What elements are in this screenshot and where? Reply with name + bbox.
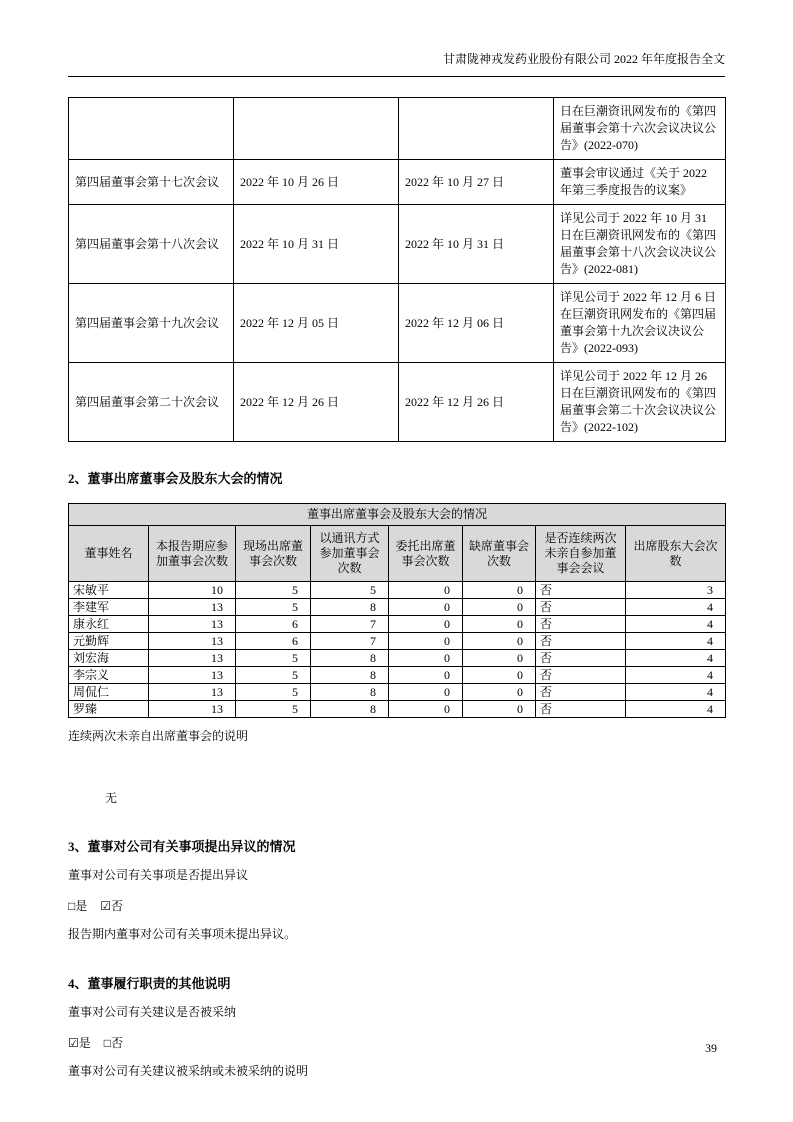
table-cell: 元勤辉 <box>69 633 149 650</box>
table-cell: 5 <box>236 684 311 701</box>
table-cell: 否 <box>536 650 626 667</box>
table-cell: 详见公司于 2022 年 12 月 26 日在巨潮资讯网发布的《第四届董事会第二十次会议决议公告》(2022-102) <box>554 363 726 442</box>
table-row <box>69 205 726 284</box>
table-cell: 否 <box>536 616 626 633</box>
table-cell: 3 <box>626 582 726 599</box>
table-row <box>69 284 726 363</box>
table-cell: 8 <box>311 701 389 718</box>
table-cell: 5 <box>236 667 311 684</box>
table-cell: 8 <box>311 650 389 667</box>
table-cell: 第四届董事会第二十次会议 <box>69 363 234 442</box>
table-row <box>69 160 726 205</box>
table-cell: 2022 年 10 月 31 日 <box>399 205 554 284</box>
table-row <box>69 599 726 616</box>
table-cell: 刘宏海 <box>69 650 149 667</box>
table-cell: 13 <box>149 599 236 616</box>
table-cell: 0 <box>463 633 536 650</box>
table-cell: 日在巨潮资讯网发布的《第四届董事会第十六次会议决议公告》(2022-070) <box>554 98 726 160</box>
table-cell: 2022 年 10 月 26 日 <box>234 160 399 205</box>
table-cell: 2022 年 10 月 27 日 <box>399 160 554 205</box>
attendance-table-head <box>69 504 726 582</box>
table-cell: 0 <box>463 599 536 616</box>
table-cell: 宋敏平 <box>69 582 149 599</box>
section-heading-other-duties: 4、董事履行职责的其他说明 <box>68 976 231 991</box>
table-cell: 7 <box>311 633 389 650</box>
column-header-shareholder-meetings: 出席股东大会次数 <box>626 526 726 582</box>
table-cell: 5 <box>236 599 311 616</box>
table-cell: 7 <box>311 616 389 633</box>
table-row <box>69 650 726 667</box>
table-cell: 4 <box>626 616 726 633</box>
absence-note-label: 连续两次未亲自出席董事会的说明 <box>68 729 249 743</box>
checkbox-no-unchecked-icon: □否 <box>103 1036 124 1050</box>
board-meetings-table <box>68 97 726 442</box>
table-cell: 0 <box>389 633 463 650</box>
table-cell: 4 <box>626 684 726 701</box>
table-cell <box>234 98 399 160</box>
page-number: 39 <box>705 1041 717 1055</box>
table-cell: 2022 年 12 月 26 日 <box>234 363 399 442</box>
table-row <box>69 633 726 650</box>
table-cell: 0 <box>389 701 463 718</box>
table-cell: 13 <box>149 701 236 718</box>
table-cell: 13 <box>149 616 236 633</box>
table-cell: 0 <box>463 684 536 701</box>
table-cell: 否 <box>536 701 626 718</box>
table-cell: 详见公司于 2022 年 10 月 31 日在巨潮资讯网发布的《第四届董事会第十八次会议决议公告》(2022-081) <box>554 205 726 284</box>
table-cell: 0 <box>463 616 536 633</box>
checkbox-yes-unchecked-icon: □是 <box>68 899 88 913</box>
table-cell: 0 <box>389 599 463 616</box>
column-header-onsite-attendance: 现场出席董事会次数 <box>236 526 311 582</box>
table-cell: 8 <box>311 599 389 616</box>
section-heading-attendance: 2、董事出席董事会及股东大会的情况 <box>68 471 283 486</box>
dissent-statement: 报告期内董事对公司有关事项未提出异议。 <box>68 927 297 941</box>
table-cell: 8 <box>311 684 389 701</box>
table-cell: 6 <box>236 616 311 633</box>
column-header-two-consecutive-absences: 是否连续两次未亲自参加董事会会议 <box>536 526 626 582</box>
table-cell: 李宗义 <box>69 667 149 684</box>
table-cell <box>399 98 554 160</box>
table-cell: 康永红 <box>69 616 149 633</box>
table-cell: 13 <box>149 650 236 667</box>
table-cell: 2022 年 12 月 06 日 <box>399 284 554 363</box>
table-cell: 否 <box>536 582 626 599</box>
table-cell: 罗臻 <box>69 701 149 718</box>
dissent-checkbox-line <box>68 897 725 914</box>
table-row <box>69 684 726 701</box>
table-row <box>69 667 726 684</box>
table-cell: 0 <box>389 667 463 684</box>
table-cell: 13 <box>149 667 236 684</box>
column-header-required-meetings: 本报告期应参加董事会次数 <box>149 526 236 582</box>
table-cell: 否 <box>536 667 626 684</box>
dissent-question: 董事对公司有关事项是否提出异议 <box>68 868 249 882</box>
table-cell: 5 <box>236 701 311 718</box>
table-cell: 5 <box>236 582 311 599</box>
section-heading-dissent: 3、董事对公司有关事项提出异议的情况 <box>68 839 296 854</box>
table-cell: 李建军 <box>69 599 149 616</box>
board-meetings-table-body <box>69 98 726 442</box>
attendance-table-title: 董事出席董事会及股东大会的情况 <box>69 504 726 526</box>
table-cell: 5 <box>311 582 389 599</box>
attendance-header-row <box>69 526 726 582</box>
advice-question: 董事对公司有关建议是否被采纳 <box>68 1005 237 1019</box>
table-cell: 董事会审议通过《关于 2022 年第三季度报告的议案》 <box>554 160 726 205</box>
table-cell: 第四届董事会第十九次会议 <box>69 284 234 363</box>
table-cell: 4 <box>626 650 726 667</box>
table-cell: 4 <box>626 667 726 684</box>
column-header-director-name: 董事姓名 <box>69 526 149 582</box>
document-header-title: 甘肃陇神戎发药业股份有限公司 2022 年年度报告全文 <box>442 52 725 66</box>
table-row <box>69 616 726 633</box>
table-cell: 2022 年 12 月 26 日 <box>399 363 554 442</box>
table-cell: 10 <box>149 582 236 599</box>
table-cell: 详见公司于 2022 年 12 月 6 日在巨潮资讯网发布的《第四届董事会第十九次会议决议公告》(2022-093) <box>554 284 726 363</box>
column-header-proxy-attendance: 委托出席董事会次数 <box>389 526 463 582</box>
attendance-title-row <box>69 504 726 526</box>
table-cell: 0 <box>389 650 463 667</box>
absence-note-value: 无 <box>105 791 118 805</box>
table-cell: 13 <box>149 684 236 701</box>
table-cell: 5 <box>236 650 311 667</box>
table-cell: 2022 年 10 月 31 日 <box>234 205 399 284</box>
table-cell: 6 <box>236 633 311 650</box>
table-cell: 8 <box>311 667 389 684</box>
checkbox-no-checked-icon: ☑否 <box>100 899 124 913</box>
table-cell: 0 <box>463 582 536 599</box>
document-header <box>68 50 725 77</box>
table-cell: 否 <box>536 633 626 650</box>
table-cell: 0 <box>389 582 463 599</box>
table-cell: 4 <box>626 633 726 650</box>
table-cell: 否 <box>536 684 626 701</box>
advice-statement: 董事对公司有关建议被采纳或未被采纳的说明 <box>68 1064 309 1078</box>
advice-checkbox-line <box>68 1034 725 1051</box>
table-cell: 0 <box>389 616 463 633</box>
table-cell: 4 <box>626 599 726 616</box>
attendance-table <box>68 503 726 718</box>
checkbox-yes-checked-icon: ☑是 <box>68 1036 91 1050</box>
table-row <box>69 363 726 442</box>
table-cell: 13 <box>149 633 236 650</box>
table-cell: 2022 年 12 月 05 日 <box>234 284 399 363</box>
table-row <box>69 701 726 718</box>
table-cell: 0 <box>463 650 536 667</box>
table-cell: 0 <box>463 667 536 684</box>
table-cell: 第四届董事会第十八次会议 <box>69 205 234 284</box>
table-cell <box>69 98 234 160</box>
table-cell: 0 <box>389 684 463 701</box>
table-cell: 周侃仁 <box>69 684 149 701</box>
table-row <box>69 98 726 160</box>
table-cell: 否 <box>536 599 626 616</box>
table-cell: 0 <box>463 701 536 718</box>
table-row <box>69 582 726 599</box>
column-header-telecom-attendance: 以通讯方式参加董事会次数 <box>311 526 389 582</box>
column-header-absences: 缺席董事会次数 <box>463 526 536 582</box>
attendance-table-body <box>69 582 726 718</box>
table-cell: 4 <box>626 701 726 718</box>
table-cell: 第四届董事会第十七次会议 <box>69 160 234 205</box>
